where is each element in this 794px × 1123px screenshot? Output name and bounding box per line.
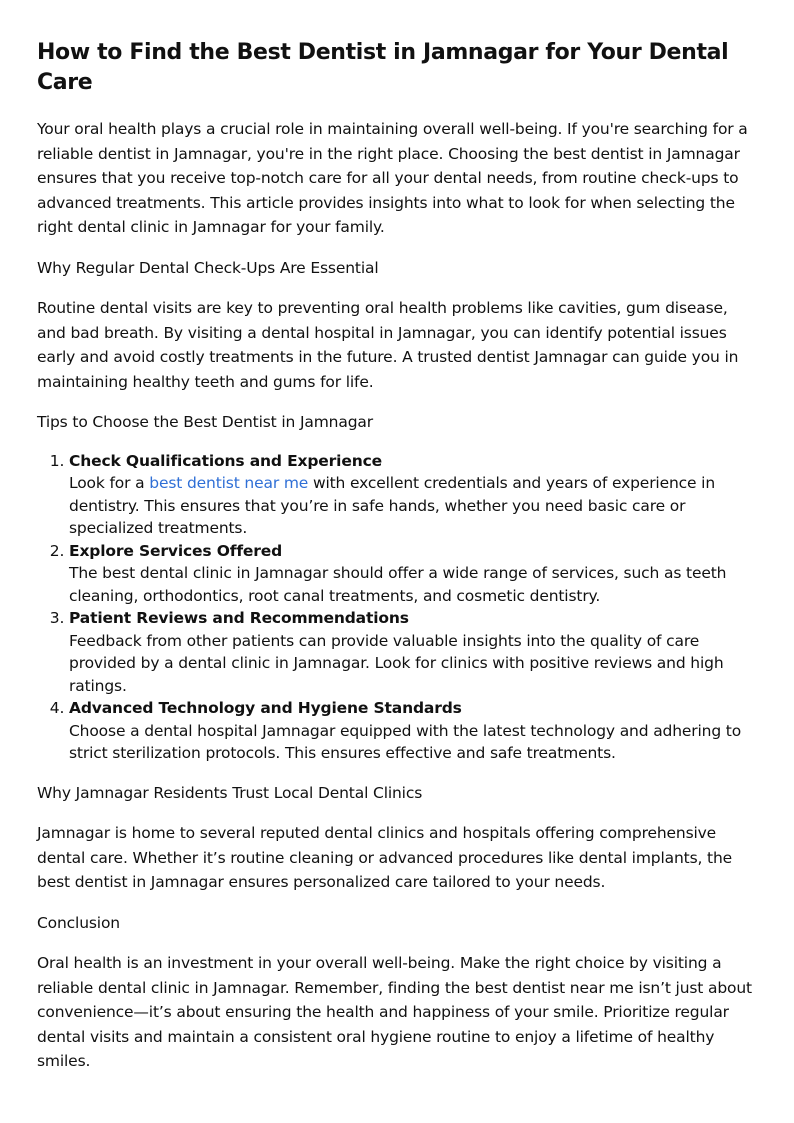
list-item-title: 1. Check Qualifications and Experience xyxy=(69,451,382,470)
section-body-checkups: Routine dental visits are key to preventing oral health problems like cavities, gum disease, and bad breath. By visiting a dental hospital in Jamnagar, you can identify potential issues early and avoid costly treatments in the future. A trusted dentist Jamnagar can guide you in maintaining healthy teeth and gums for life. xyxy=(37,299,739,391)
section-body-conclusion: Oral health is an investment in your overall well-being. Make the right choice by visiting a reliable dental clinic in Jamnagar. Remember, finding the best dentist near me isn’t just about convenience—it’s about ensuring the health and happiness of your smile. Prioritize regular dental visits and maintain a consistent oral hygiene routine to enjoy a lifetime of healthy smiles. xyxy=(37,954,752,1070)
list-item-text-before: Look for a xyxy=(69,474,150,492)
list-item xyxy=(69,450,754,540)
list-item-text: Feedback from other patients can provide valuable insights into the quality of care provided by a dental clinic in Jamnagar. Look for clinics with positive reviews and high ratings. xyxy=(69,631,724,695)
intro-paragraph: Your oral health plays a crucial role in maintaining overall well-being. If you're searching for a reliable dentist in Jamnagar, you're in the right place. Choosing the best dentist in Jamnagar ensures that you receive top-notch care for all your dental needs, from routine check-ups to advanced treatments. This article provides insights into what to look for when selecting the right dental clinic in Jamnagar for your family. xyxy=(37,120,748,236)
list-item-title: 4. Advanced Technology and Hygiene Standards xyxy=(69,699,462,717)
page-title: How to Find the Best Dentist in Jamnagar for Your Dental Care xyxy=(37,40,729,95)
section-heading-trust: Why Jamnagar Residents Trust Local Dental Clinics xyxy=(37,783,423,802)
list-item-text: The best dental clinic in Jamnagar should offer a wide range of services, such as teeth cleaning, orthodontics, root canal treatments, and cosmetic dentistry. xyxy=(69,564,727,605)
section-body-trust: Jamnagar is home to several reputed dental clinics and hospitals offering comprehensive dental care. Whether it’s routine cleaning or advanced procedures like dental implants, the best dentist in Jamnagar ensures personalized care tailored to your needs. xyxy=(37,824,733,891)
best-dentist-link[interactable]: best dentist near me xyxy=(149,474,309,492)
list-item-text: Choose a dental hospital Jamnagar equipped with the latest technology and adhering to strict sterilization protocols. This ensures effective and safe treatments. xyxy=(69,721,742,762)
list-item-title: 2. Explore Services Offered xyxy=(69,541,283,560)
list-item-text-after: with excellent credentials and years of experience in dentistry. This ensures that you’re in safe hands, whether you need basic care or specialized treatments. xyxy=(69,474,715,537)
tips-list xyxy=(37,450,754,765)
section-heading-conclusion: Conclusion xyxy=(37,913,120,932)
section-heading-checkups: Why Regular Dental Check-Ups Are Essential xyxy=(37,258,379,277)
list-item xyxy=(69,697,754,765)
list-item xyxy=(69,540,754,608)
section-heading-tips: Tips to Choose the Best Dentist in Jamnagar xyxy=(37,413,373,431)
list-item-text xyxy=(69,472,754,540)
list-item-title: 3. Patient Reviews and Recommendations xyxy=(69,609,409,627)
list-item xyxy=(69,607,754,697)
